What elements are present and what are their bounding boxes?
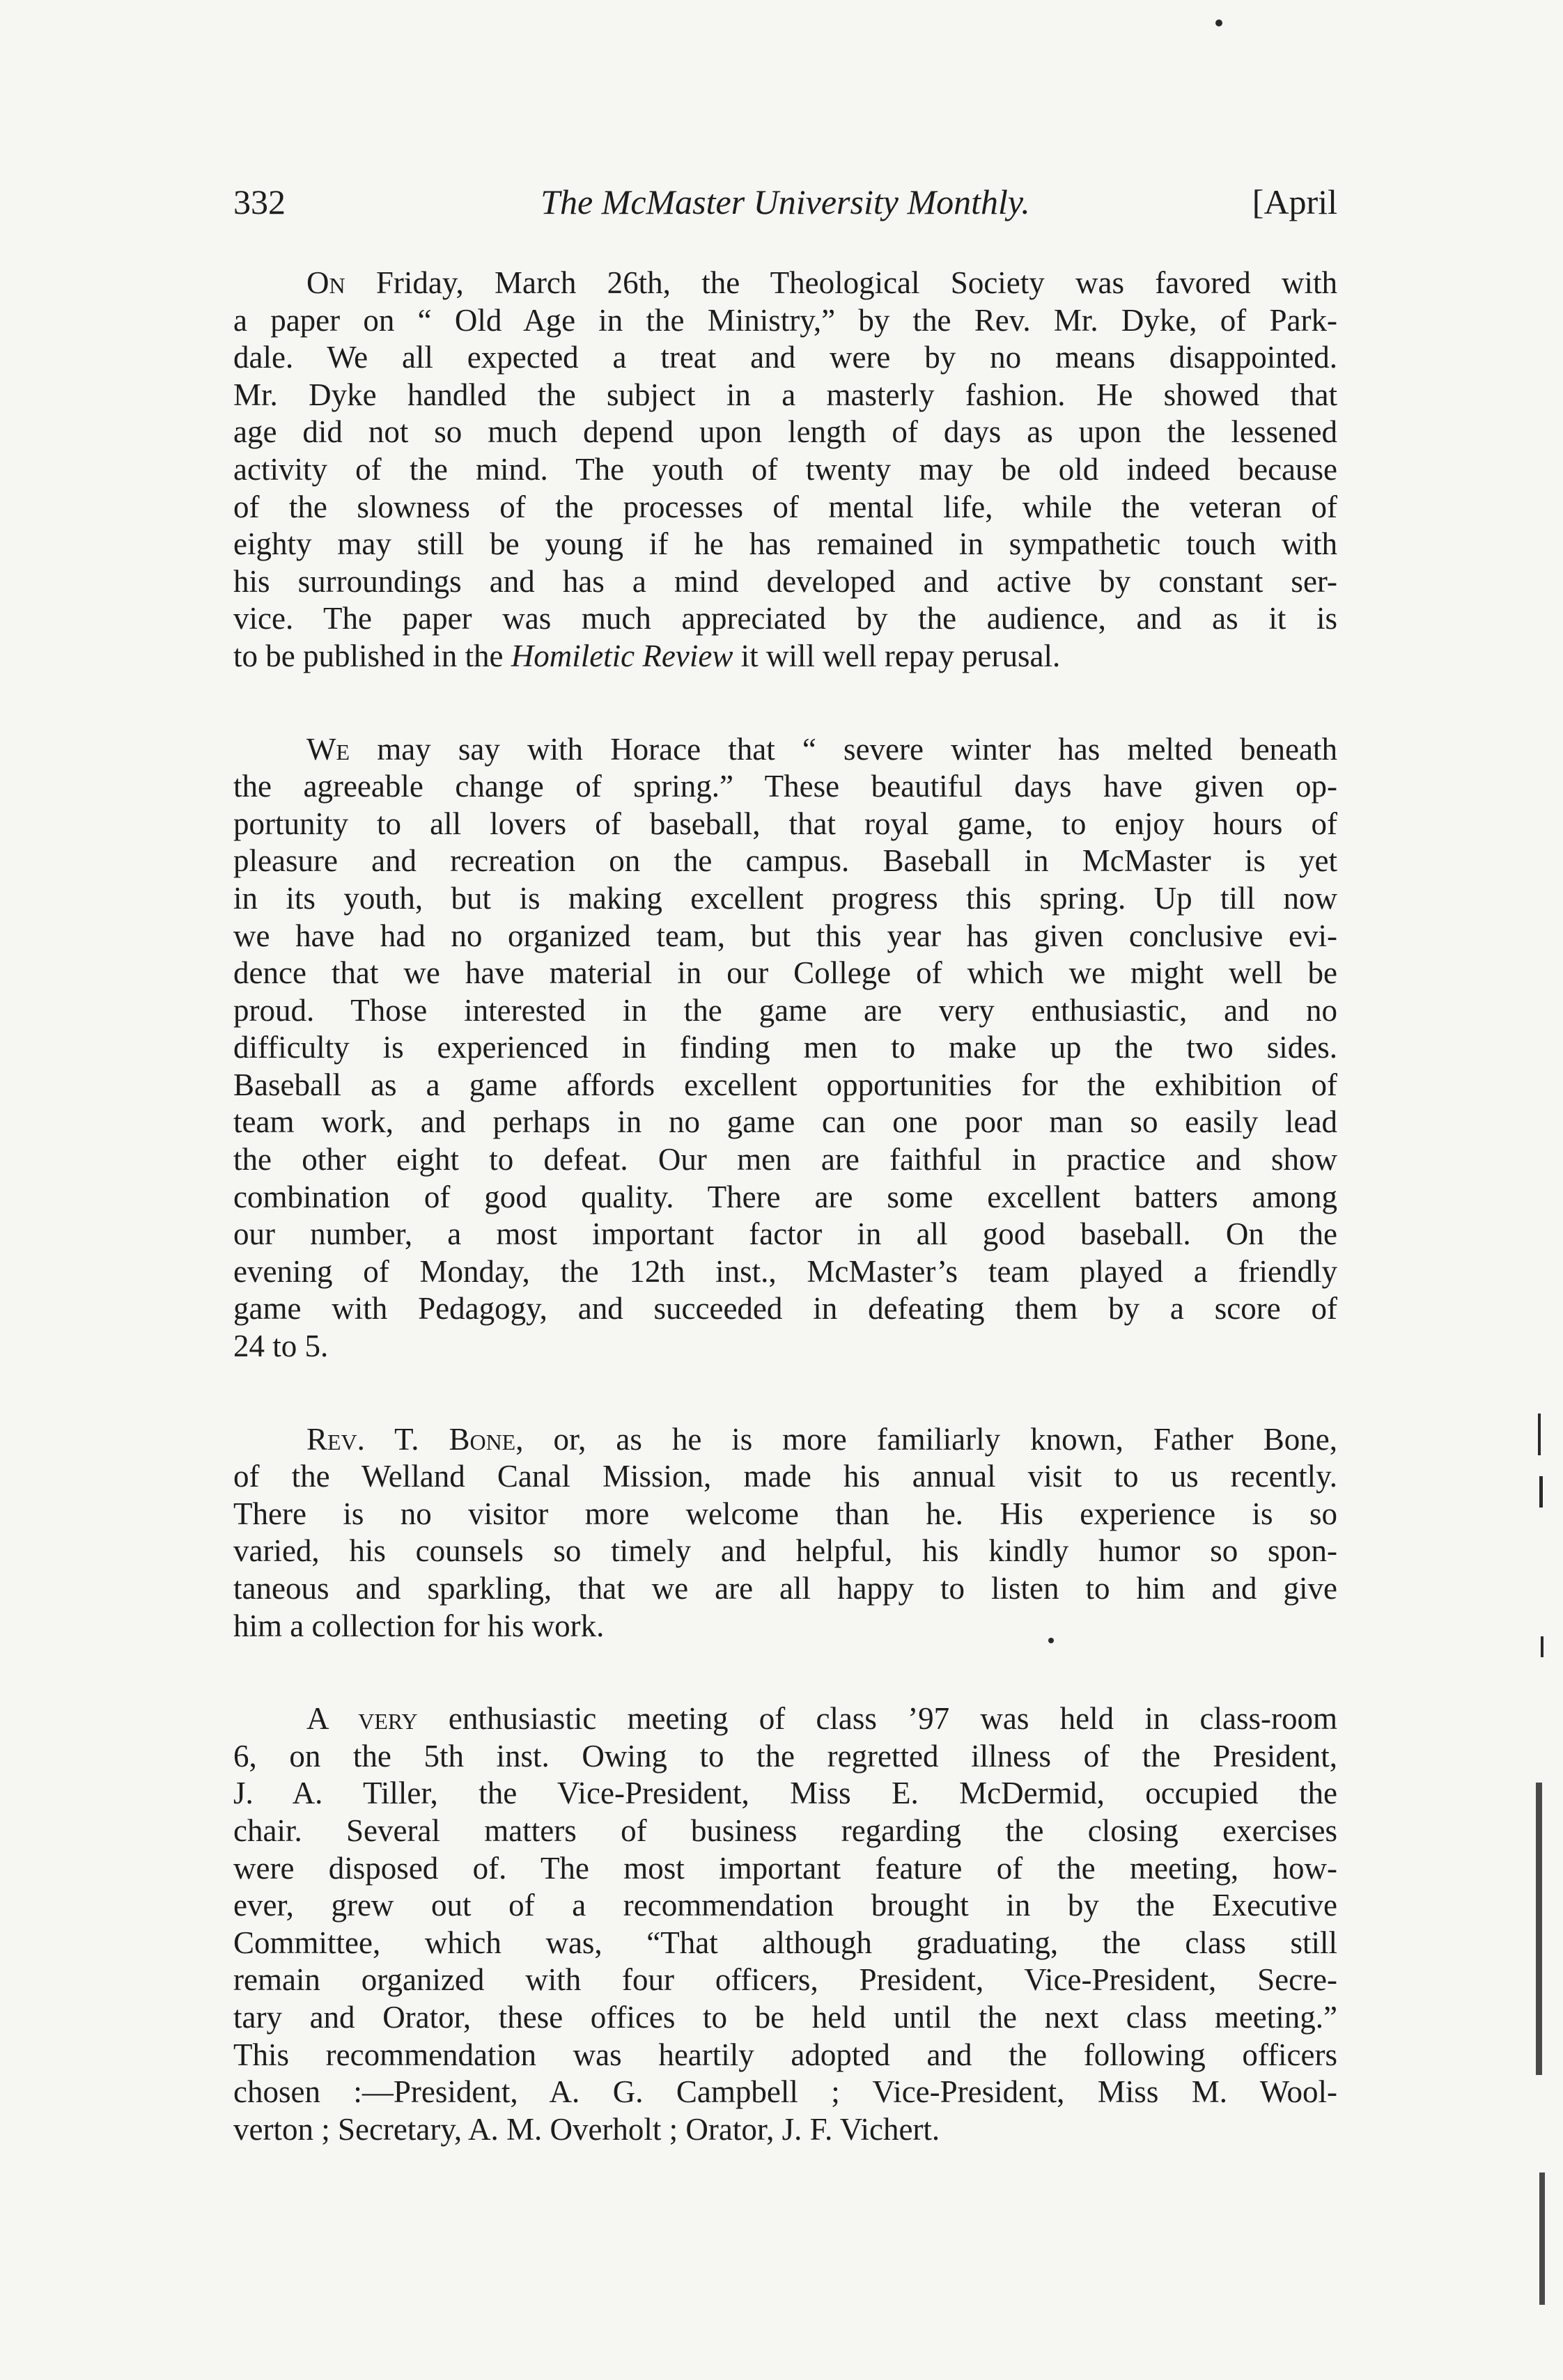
lead-word: Rev. T. Bone, (306, 1421, 524, 1457)
scan-artifact (1538, 1414, 1541, 1455)
text-line: his surroundings and has a mind developed and active by constant ser- (233, 563, 1337, 599)
scan-artifact (1536, 1783, 1542, 2075)
text-line: Committee, which was, “That although graduating, the class still (233, 1925, 1337, 1960)
text-line: chosen :—President, A. G. Campbell ; Vice-President, Miss M. Wool- (233, 2074, 1337, 2110)
text-line: dale. We all expected a treat and were by no means disappointed. (233, 340, 1337, 375)
text-line: of the slowness of the processes of mental life, while the veteran of (233, 489, 1337, 524)
text-line: There is no visitor more welcome than he. His experience is so (233, 1496, 1337, 1531)
running-header (233, 178, 1337, 226)
scan-artifact (1215, 19, 1222, 26)
text-line: pleasure and recreation on the campus. Baseball in McMaster is yet (233, 843, 1337, 879)
scan-artifact (1539, 2172, 1545, 2305)
scan-artifact (1541, 1636, 1543, 1657)
text-line: 6, on the 5th inst. Owing to the regretted illness of the President, (233, 1738, 1337, 1774)
lead-word: We (306, 731, 350, 767)
scan-artifact (1539, 1476, 1543, 1508)
journal-name: Homiletic Review (511, 638, 733, 673)
text-line: dence that we have material in our College of which we might well be (233, 955, 1337, 991)
text-line: we have had no organized team, but this year has given conclusive evi- (233, 918, 1337, 953)
text-line: proud. Those interested in the game are very enthusiastic, and no (233, 992, 1337, 1028)
text-line: tary and Orator, these offices to be held until the next class meeting.” (233, 1999, 1337, 2035)
text-line: On Friday, March 26th, the Theological Society was favored with (306, 265, 1337, 300)
text-line: him a collection for his work. (233, 1608, 605, 1643)
text-line: A very enthusiastic meeting of class ’97 was held in class-room (306, 1701, 1338, 1737)
text-line: Mr. Dyke handled the subject in a masterly fashion. He showed that (233, 377, 1337, 412)
text-line: game with Pedagogy, and succeeded in defeating them by a score of (233, 1291, 1337, 1326)
paragraph-theological-society (233, 265, 1337, 675)
text-line: portunity to all lovers of baseball, that royal game, to enjoy hours of (233, 806, 1337, 841)
text-line: verton ; Secretary, A. M. Overholt ; Orator, J. F. Vichert. (233, 2111, 940, 2147)
text-line: Rev. T. Bone, or, as he is more familiarly known, Father Bone, (306, 1421, 1337, 1457)
text-line: ever, grew out of a recommendation brought in by the Executive (233, 1888, 1337, 1923)
lead-word: A very (306, 1701, 418, 1737)
text-line: chair. Several matters of business regarding the closing exercises (233, 1813, 1337, 1848)
journal-title: The McMaster University Monthly. (541, 182, 1030, 221)
text-line: taneous and sparkling, that we are all happy to listen to him and give (233, 1571, 1337, 1606)
text-line: varied, his counsels so timely and helpful, his kindly humor so spon- (233, 1533, 1337, 1569)
paragraph-father-bone (233, 1421, 1337, 1645)
text-line: of the Welland Canal Mission, made his annual visit to us recently. (233, 1459, 1337, 1494)
text-line: We may say with Horace that “ severe winter has melted beneath (306, 731, 1337, 767)
text-line: Baseball as a game affords excellent opportunities for the exhibition of (233, 1067, 1337, 1102)
page-number: 332 (233, 182, 286, 221)
paragraph-baseball (233, 731, 1337, 1365)
text-line: our number, a most important factor in all good baseball. On the (233, 1216, 1337, 1252)
paragraph-class-97-meeting (233, 1700, 1337, 2148)
article-body (233, 265, 1337, 2204)
text-line: in its youth, but is making excellent progress this spring. Up till now (233, 880, 1337, 916)
text-line: were disposed of. The most important feature of the meeting, how- (233, 1850, 1337, 1886)
text-line: activity of the mind. The youth of twenty may be old indeed because (233, 451, 1337, 487)
text-line: vice. The paper was much appreciated by the audience, and as it is (233, 601, 1337, 636)
issue-month: [April (1252, 182, 1337, 221)
text-line: to be published in the Homiletic Review it will well repay perusal. (233, 638, 1061, 673)
lead-word: On (306, 265, 345, 300)
text-line: the agreeable change of spring.” These beautiful days have given op- (233, 769, 1337, 804)
text-line: team work, and perhaps in no game can one poor man so easily lead (233, 1104, 1337, 1140)
text-line: a paper on “ Old Age in the Ministry,” by the Rev. Mr. Dyke, of Park- (233, 302, 1337, 338)
text-line: difficulty is experienced in finding men to make up the two sides. (233, 1030, 1337, 1065)
text-line: remain organized with four officers, President, Vice-President, Secre- (233, 1962, 1337, 1998)
text-line: age did not so much depend upon length of days as upon the lessened (233, 414, 1337, 450)
text-line: evening of Monday, the 12th inst., McMaster’s team played a friendly (233, 1253, 1337, 1289)
text-line: 24 to 5. (233, 1329, 329, 1364)
text-line: eighty may still be young if he has remained in sympathetic touch with (233, 526, 1337, 562)
text-line: the other eight to defeat. Our men are faithful in practice and show (233, 1142, 1337, 1177)
text-line: This recommendation was heartily adopted and the following officers (233, 2037, 1337, 2072)
text-line: J. A. Tiller, the Vice-President, Miss E. McDermid, occupied the (233, 1776, 1337, 1811)
text-line: combination of good quality. There are some excellent batters among (233, 1179, 1337, 1214)
scan-artifact (1048, 1638, 1054, 1643)
